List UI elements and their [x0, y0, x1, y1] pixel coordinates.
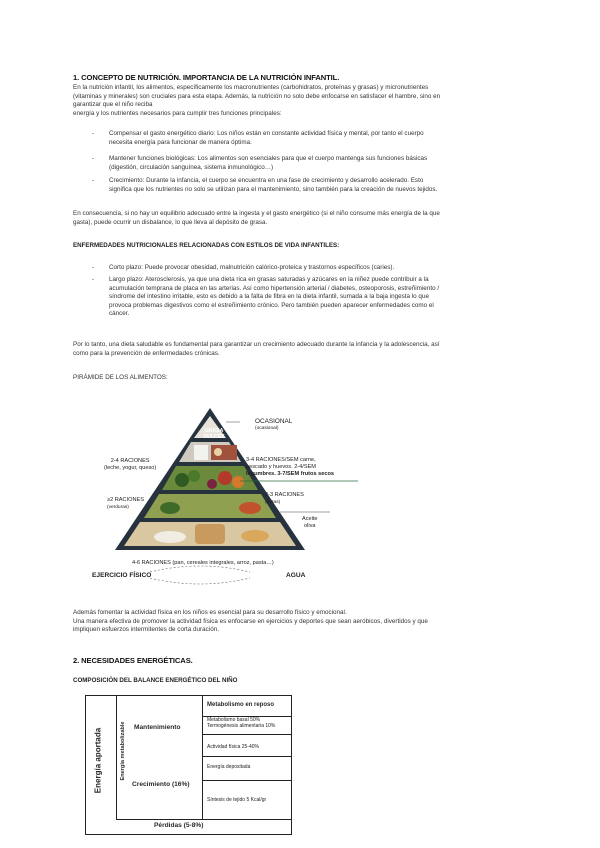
- pasta-shape: [241, 530, 269, 542]
- list-item: Largo plazo: Aterosclerosis, ya que una dieta rica en grasas saturadas y azúcares en la niñez puede contribuir a la acumulación temprana de placa en las arterias. Así como hipertensión arterial / diabetes, osteoporosis, estreñimiento / síndrome del intestino irritable, esto es debido a la falta de fibra en la dieta infantil, sumada a la baja ingesta lo que provoca problemas digestivos como el estreñimiento crónico. Pero también pueden aparecer enfermedades como el cáncer.: [109, 276, 440, 317]
- label-maintenance: Mantenimiento: [134, 724, 181, 731]
- bullet-dash: -: [92, 130, 95, 137]
- activity-paragraph: Además fomentar la actividad física en los niños es esencial para su desarrollo físico y emocional. Una manera efectiva de promover la actividad física es enfocarse en ejercicios y deportes que sean aeróbicos, divertidos y que impliquen esfuerzos intermitentes de corta duración.: [73, 609, 428, 633]
- divider-line: [202, 696, 203, 819]
- consequence-paragraph: En consecuencia, si no hay un equilibrio adecuado entre la ingesta y el gasto energético (si el niño consume más energía de la que gasta), puede ocurrir un disbalance, lo que lleva al depósito de grasa.: [73, 210, 440, 226]
- fruit-shape: [218, 471, 232, 485]
- diseases-title: ENFERMEDADES NUTRICIONALES RELACIONADAS CON ESTILOS DE VIDA INFANTILES:: [73, 242, 340, 249]
- divider-line: [202, 756, 291, 757]
- section-2-title: 2. NECESIDADES ENERGÉTICAS.: [73, 656, 193, 665]
- label-dairy: 2-4 RACIONES (leche, yogur, queso): [104, 458, 157, 471]
- intro-line: energía y los nutrientes necesarios para cumplir tres funciones principales:: [73, 109, 282, 117]
- table-cell: Energía depositada: [207, 764, 251, 770]
- bullet-dash: -: [92, 177, 95, 184]
- exercise-arc: [150, 578, 250, 584]
- intro-line: (vitaminas y minerales) son cruciales para esta etapa. Además, la nutrición no solo debe enfocarse en satisfacer el hambre, sino en: [73, 92, 441, 100]
- section-1-title: 1. CONCEPTO DE NUTRICIÓN. IMPORTANCIA DE LA NUTRICIÓN INFANTIL.: [73, 73, 340, 82]
- vegetable-shape: [188, 470, 200, 482]
- label-losses: Pérdidas (5-8%): [154, 822, 204, 829]
- label-protein: 3-4 RACIONES/SEM carne, pescado y huevos. 2-4/SEM legumbres. 3-7/SEM frutos secos: [246, 457, 334, 477]
- label-exercise: EJERCICIO FÍSICO: [92, 572, 152, 579]
- rice-bowl: [154, 531, 186, 543]
- fruit-shape: [207, 479, 217, 489]
- fruit-shape: [239, 502, 261, 514]
- list-item: Corto plazo: Puede provocar obesidad, malnutrición calórico-proteica y trastornos específicos (caries).: [109, 264, 395, 271]
- label-growth: Crecimiento (16%): [132, 781, 190, 788]
- label-occasional: OCASIONAL (ocasional): [255, 418, 293, 431]
- bullet-dash: -: [92, 276, 95, 283]
- divider-line: [116, 819, 291, 820]
- list-item: Crecimiento: Durante la infancia, el cuerpo se encuentra en una fase de crecimiento y desarrollo acelerado. Esto significa que los nutrientes no solo se utilizan para el mantenimiento, sino también para la creación de nuevos tejidos.: [109, 177, 438, 193]
- bullet-dash: -: [92, 155, 95, 162]
- divider-line: [202, 734, 291, 735]
- label-metabolizable-energy: Energía metabolizable: [120, 721, 126, 781]
- intro-paragraph: [73, 84, 533, 118]
- pyramid-heading: PIRÁMIDE DE LOS ALIMENTOS:: [73, 374, 168, 381]
- list-item: Mantener funciones biológicas: Los alimentos son esenciales para que el cuerpo mantenga sus funciones básicas (digestión, circulación sanguínea, sistema inmunológico…): [109, 155, 428, 171]
- list-item: Compensar el gasto energético diario: Los niños están en constante actividad física y mental, por tanto el cuerpo necesita energía para funcionar de manera óptima.: [109, 130, 424, 146]
- intro-line: En la nutrición infantil, los alimentos, específicamente los macronutrientes (carbohidratos, proteínas y grasas) y micronutrientes: [73, 84, 429, 91]
- label-water: AGUA: [286, 572, 306, 579]
- divider-line: [202, 780, 291, 781]
- egg-shape: [214, 448, 222, 456]
- table-cell: Actividad física 25-40%: [207, 744, 259, 750]
- label-fruit: 2-3 RACIONES (frutas): [265, 492, 304, 505]
- bread-shape: [195, 524, 225, 544]
- table-cell: Síntesis de tejido 5 Kcal/gr: [207, 797, 267, 803]
- fruit-shape: [232, 476, 244, 488]
- divider-line: [116, 696, 117, 819]
- pyramid-top-label: GRASA DULCES: [203, 428, 225, 440]
- label-energy-supplied: Energía aportada: [93, 727, 103, 794]
- conclusion-paragraph: Por lo tanto, una dieta saludable es fundamental para garantizar un crecimiento adecuado durante la infancia y la adolescencia, así como para la prevención de enfermedades crónicas.: [73, 341, 440, 357]
- intro-line: garantizar que el niño reciba: [73, 101, 153, 108]
- dairy-image: [194, 445, 208, 460]
- vegetable-shape: [175, 473, 189, 487]
- energy-balance-table: [85, 695, 292, 835]
- vegetable-shape: [160, 502, 180, 514]
- label-oil: Aceite oliva: [302, 516, 318, 529]
- bullet-dash: -: [92, 264, 95, 271]
- label-vegetables: ≥2 RACIONES (verduras): [107, 497, 144, 510]
- label-cereals: 4-6 RACIONES (pan, cereales integrales, arroz, pasta…): [132, 560, 274, 566]
- section-2-subtitle: COMPOSICIÓN DEL BALANCE ENERGÉTICO DEL NIÑO: [73, 677, 238, 684]
- table-cell: Metabolismo basal 50% Termogénesis alimentaria 10%: [207, 717, 276, 729]
- header-resting-metabolism: Metabolismo en reposo: [207, 702, 275, 708]
